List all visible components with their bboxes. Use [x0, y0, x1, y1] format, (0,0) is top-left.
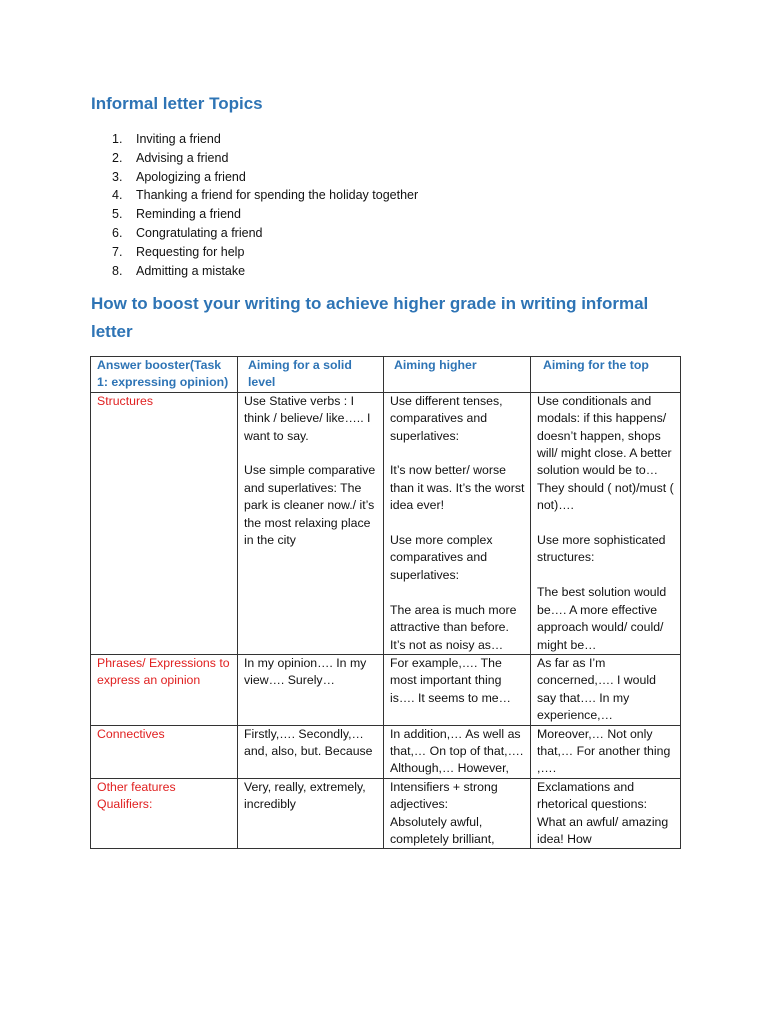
header-answer-booster: Answer booster(Task 1: expressing opinion) — [91, 357, 238, 393]
list-item: 8. Admitting a mistake — [112, 263, 246, 278]
row-label: Connectives — [91, 725, 238, 778]
table-row — [91, 654, 681, 725]
topics-list — [112, 130, 418, 280]
row-label: Other features Qualifiers: — [91, 778, 238, 849]
cell-top: Exclamations and rhetorical questions: What an awful/ amazing idea! How — [531, 778, 681, 849]
cell-solid: Very, really, extremely, incredibly — [238, 778, 384, 849]
answer-booster-table — [90, 356, 681, 849]
list-item: 2. Advising a friend — [112, 150, 229, 165]
cell-solid: In my opinion…. In my view…. Surely… — [238, 654, 384, 725]
list-item: 3. Apologizing a friend — [112, 169, 246, 184]
cell-top: Use conditionals and modals: if this happens/ doesn’t happen, shops will/ might close. A better solution would be to… They should ( not)/must ( not)…. Use more sophisticated structures: The best solution would be…. A more effective approach would/ could/ might be… — [531, 392, 681, 654]
cell-top: Moreover,… Not only that,… For another thing ,…. — [531, 725, 681, 778]
cell-top: As far as I’m concerned,…. I would say that…. In my experience,… — [531, 654, 681, 725]
list-item: 7. Requesting for help — [112, 244, 245, 259]
header-solid-level: Aiming for a solid level — [238, 357, 384, 393]
cell-solid: Firstly,…. Secondly,… and, also, but. Because — [238, 725, 384, 778]
cell-solid: Use Stative verbs : I think / believe/ like….. I want to say. Use simple comparative and superlatives: The park is cleaner now./ it’s the most relaxing place in the city — [238, 392, 384, 654]
cell-higher: For example,…. The most important thing is…. It seems to me… — [384, 654, 531, 725]
table-row — [91, 725, 681, 778]
row-label: Structures — [91, 392, 238, 654]
table-row — [91, 778, 681, 849]
boost-heading: How to boost your writing to achieve higher grade in writing informal letter — [91, 294, 649, 341]
row-label: Phrases/ Expressions to express an opinion — [91, 654, 238, 725]
header-aiming-top: Aiming for the top — [531, 357, 681, 393]
cell-higher: Intensifiers + strong adjectives: Absolutely awful, completely brilliant, — [384, 778, 531, 849]
list-item: 4. Thanking a friend for spending the holiday together — [112, 188, 419, 203]
topics-heading: Informal letter Topics — [91, 94, 263, 113]
cell-higher: In addition,… As well as that,… On top of that,…. Although,… However, — [384, 725, 531, 778]
list-item: 5. Reminding a friend — [112, 207, 241, 222]
list-item: 1. Inviting a friend — [112, 132, 221, 146]
header-aiming-higher: Aiming higher — [384, 357, 531, 393]
list-item: 6. Congratulating a friend — [112, 225, 263, 240]
cell-higher: Use different tenses, comparatives and superlatives: It’s now better/ worse than it was. It’s the worst idea ever! Use more complex comparatives and superlatives: The area is much more attractive than before. It’s not as noisy as… — [384, 392, 531, 654]
table-header-row — [91, 357, 681, 393]
table-row — [91, 392, 681, 654]
